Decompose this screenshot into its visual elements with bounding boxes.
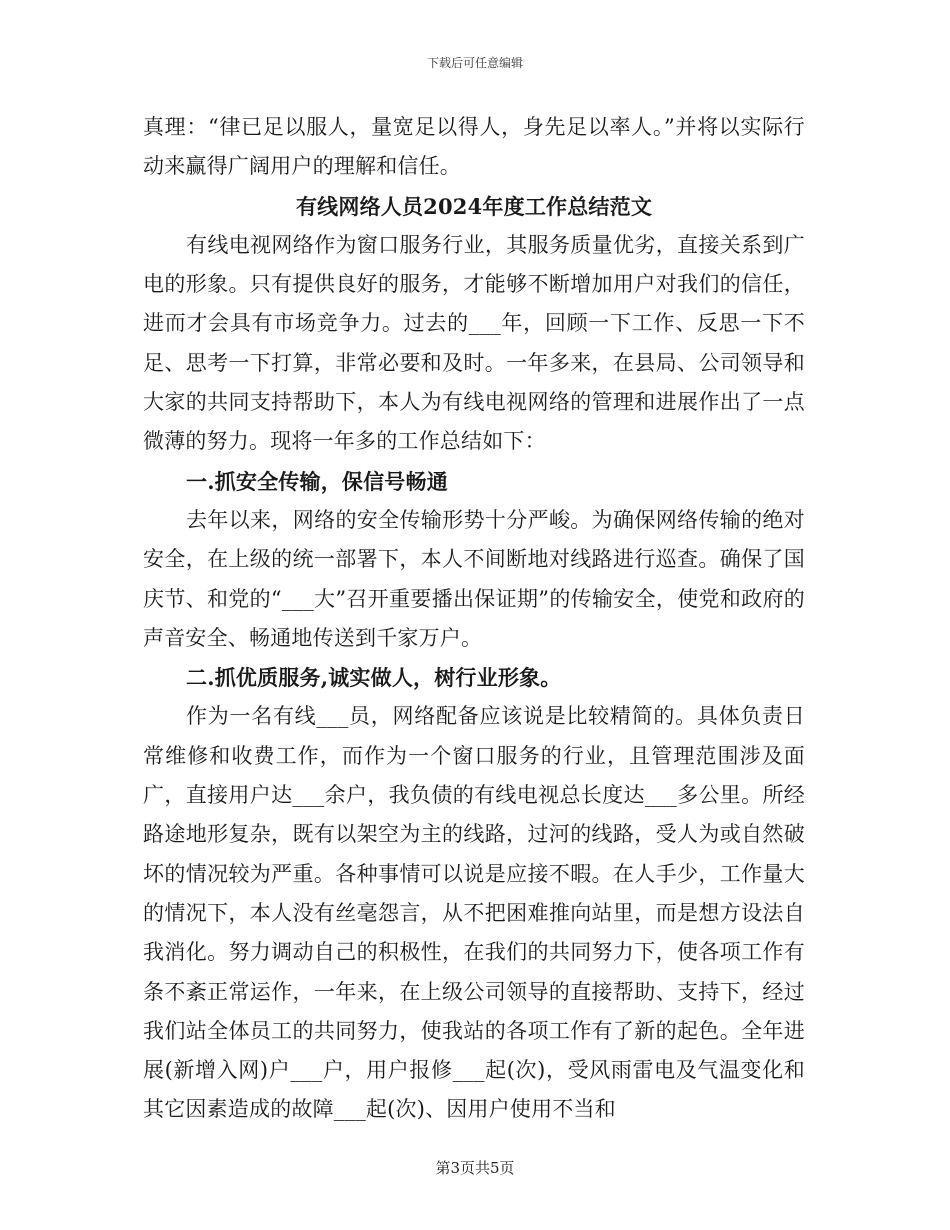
paragraph-1: 有线电视网络作为窗口服务行业，其服务质量优劣，直接关系到广电的形象。只有提供良好的服务，才能够不断增加用户对我们的信任，进而才会具有市场竞争力。过去的___年，回顾一下工作、反思一下不足、思考一下打算，非常必要和及时。一年多来，在县局、公司领导和大家的共同支持帮助下，本人为有线电视网络的管理和进展作出了一点微薄的努力。现将一年多的工作总结如下： — [143, 232, 805, 454]
intro-paragraph: 真理：“律已足以服人，量宽足以得人，身先足以率人。”并将以实际行动来赢得广阔用户的理解和信任。 — [143, 115, 805, 179]
paragraph-2: 去年以来，网络的安全传输形势十分严峻。为确保网络传输的绝对安全，在上级的统一部署下，本人不间断地对线路进行巡查。确保了国庆节、和党的“___大”召开重要播出保证期”的传输安全，使党和政府的声音安全、畅通地传送到千家万户。 — [143, 507, 805, 650]
header-note: 下载后可任意编辑 — [426, 56, 523, 70]
document-title: 有线网络人员2024年度工作总结范文 — [295, 193, 653, 219]
section-heading-1: 一.抓安全传输，保信号畅通 — [186, 468, 448, 494]
page-number-footer: 第3页共5页 — [435, 1159, 515, 1177]
document-body — [143, 108, 805, 1130]
section-heading-2: 二.抓优质服务,诚实做人，树行业形象。 — [186, 665, 562, 691]
paragraph-3: 作为一名有线___员，网络配备应该说是比较精简的。具体负责日常维修和收费工作，而作为一个窗口服务的行业，且管理范围涉及面广，直接用户达___余户，我负债的有线电视总长度达___多公里。所经路途地形复杂，既有以架空为主的线路，过河的线路，受人为或自然破坏的情况较为严重。各种事情可以说是应接不暇。在人手少，工作量大的情况下，本人没有丝毫怨言，从不把困难推向站里，而是想方设法自我消化。努力调动自己的积极性，在我们的共同努力下，使各项工作有条不紊正常运作，一年来，在上级公司领导的直接帮助、支持下，经过我们站全体员工的共同努力，使我站的各项工作有了新的起色。全年进展(新增入网)户___户，用户报修___起(次)，受风雨雷电及气温变化和其它因素造成的故障___起(次)、因用户使用不当和 — [143, 704, 805, 1122]
